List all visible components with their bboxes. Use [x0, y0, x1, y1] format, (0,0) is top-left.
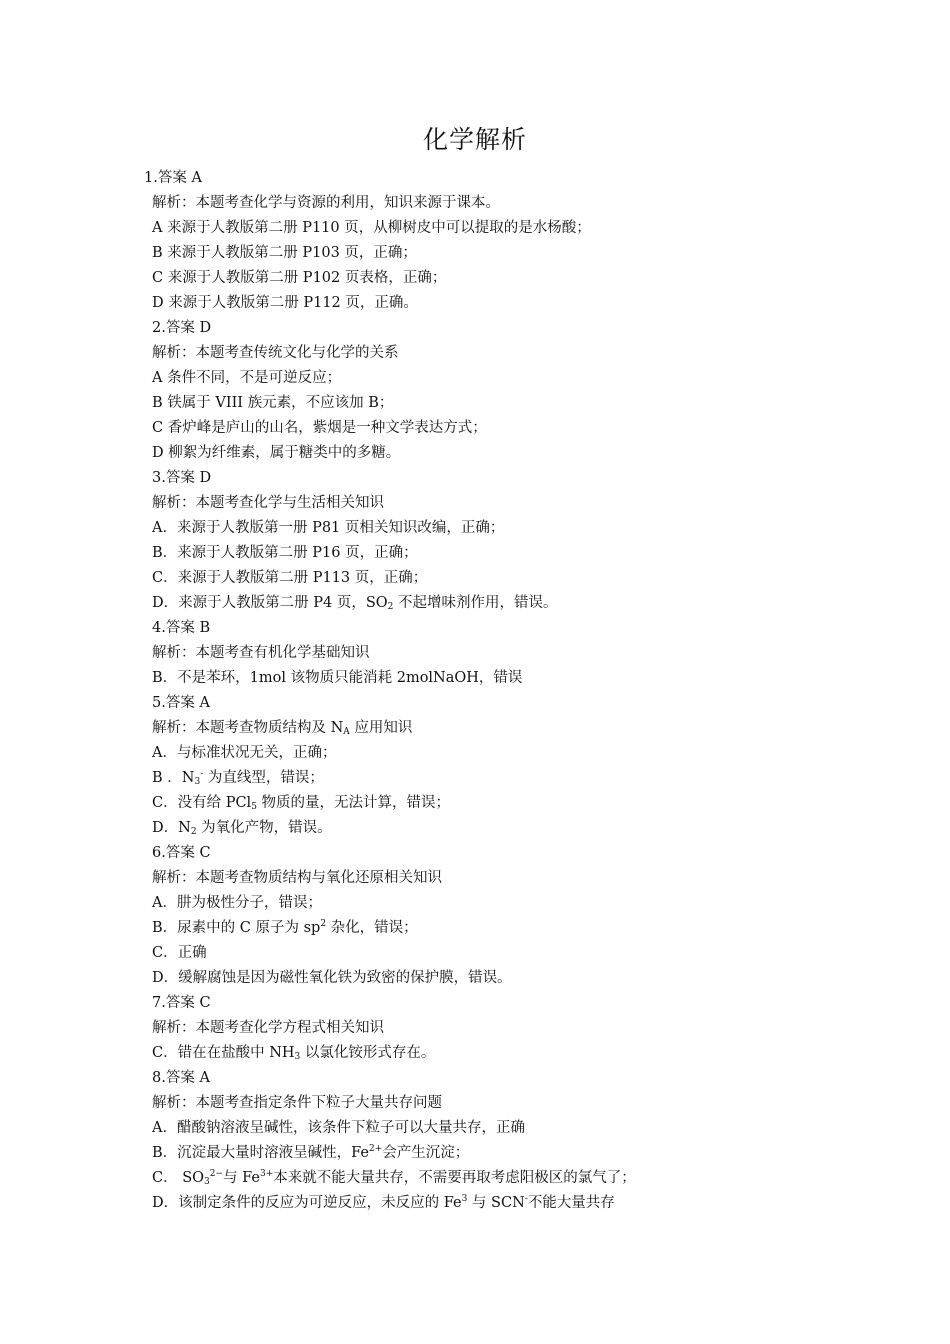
option-line: C．正确 [152, 945, 207, 961]
option-line: A．来源于人教版第一册 P81 页相关知识改编，正确； [152, 520, 505, 536]
text-run: 应用知识 [349, 720, 413, 736]
text-run: C． SO [152, 1170, 205, 1186]
text-run: 本来就不能大量共存，不需要再取考虑阳极区的氯气了； [273, 1170, 636, 1186]
explanation-line: 解析：本题考查化学方程式相关知识 [152, 1020, 384, 1036]
subscript: 2 [387, 602, 394, 612]
superscript: 2+ [369, 1144, 383, 1154]
subscript: A [343, 727, 350, 737]
superscript: - [200, 769, 204, 779]
subscript: 3 [294, 1052, 301, 1062]
explanation-line: 解析：本题考查化学与资源的利用，知识来源于课本。 [152, 195, 500, 211]
option-line: D 来源于人教版第二册 P112 页，正确。 [152, 295, 418, 311]
subscript: 3 [194, 777, 201, 787]
explanation-line [152, 716, 912, 741]
explanation-line: 解析：本题考查传统文化与化学的关系 [152, 345, 399, 361]
answer-heading: 7.答案 C [152, 995, 211, 1011]
text-run: 与 SCN [467, 1195, 525, 1211]
option-line [152, 916, 912, 941]
answer-heading: 6.答案 C [152, 845, 211, 861]
superscript: 2 [320, 919, 327, 929]
text-run: 不起增味剂作用，错误。 [393, 595, 558, 611]
subscript: 5 [251, 802, 257, 812]
explanation-line: 解析：本题考查有机化学基础知识 [152, 645, 370, 661]
text-run: 会产生沉淀； [382, 1145, 470, 1161]
explanation-line: 解析：本题考查化学与生活相关知识 [152, 495, 384, 511]
document-body [144, 166, 912, 1216]
text-run: 为直线型，错误； [203, 770, 324, 786]
option-line: D 柳絮为纤维素，属于糖类中的多糖。 [152, 445, 401, 461]
text-run: D．N [152, 820, 191, 836]
explanation-line: 解析：本题考查物质结构与氧化还原相关知识 [152, 870, 442, 886]
answer-heading: 3.答案 D [152, 470, 212, 486]
text-run: B ．N [152, 770, 195, 786]
text-run: 杂化，错误； [326, 920, 418, 936]
option-line [152, 1166, 912, 1191]
option-line: A 条件不同，不是可逆反应； [152, 370, 342, 386]
answer-heading: 2.答案 D [152, 320, 212, 336]
option-line [152, 766, 912, 791]
option-line: C 来源于人教版第二册 P102 页表格，正确； [152, 270, 447, 286]
text-run: D．该制定条件的反应为可逆反应，未反应的 Fe [152, 1195, 462, 1211]
option-line [152, 1141, 912, 1166]
option-line: B 铁属于 VIII 族元素，不应该加 B； [152, 395, 394, 411]
superscript: 2− [209, 1169, 224, 1179]
option-line: B．不是苯环，1mol 该物质只能消耗 2molNaOH，错误 [152, 670, 523, 686]
answer-heading: 1.答案 A [144, 170, 202, 186]
text-run: B．尿素中的 C 原子为 sp [152, 920, 321, 936]
option-line: A 来源于人教版第二册 P110 页，从柳树皮中可以提取的是水杨酸； [152, 220, 591, 236]
option-line: C 香炉峰是庐山的山名，紫烟是一种文学表达方式； [152, 420, 487, 436]
option-line [152, 1041, 912, 1066]
option-line [152, 791, 912, 816]
text-run: 与 Fe [223, 1170, 261, 1186]
superscript: 3+ [260, 1169, 274, 1179]
subscript: 3 [204, 1177, 210, 1187]
text-run: D．来源于人教版第二册 P4 页，SO [152, 595, 388, 611]
option-line: B．来源于人教版第二册 P16 页，正确； [152, 545, 418, 561]
option-line [152, 591, 912, 616]
superscript: 3 [461, 1194, 468, 1204]
option-line: A．肼为极性分子，错误； [152, 895, 322, 911]
option-line [152, 1191, 912, 1216]
text-run: C．没有给 PCl [152, 795, 252, 811]
subscript: 2 [190, 827, 197, 837]
page-title: 化学解析 [422, 125, 527, 154]
text-run: 解析：本题考查物质结构及 N [152, 720, 344, 736]
option-line: A．醋酸钠溶液呈碱性，该条件下粒子可以大量共存，正确 [152, 1120, 525, 1136]
option-line [152, 816, 912, 841]
answer-heading: 8.答案 A [152, 1070, 210, 1086]
answer-heading: 4.答案 B [152, 620, 211, 636]
text-run: B．沉淀最大量时溶液呈碱性，Fe [152, 1145, 370, 1161]
explanation-line: 解析：本题考查指定条件下粒子大量共存问题 [152, 1095, 442, 1111]
text-run: 物质的量，无法计算，错误； [256, 795, 451, 811]
option-line: C．来源于人教版第二册 P113 页，正确； [152, 570, 428, 586]
text-run: 为氧化产物，错误。 [196, 820, 332, 836]
option-line: B 来源于人教版第二册 P103 页，正确； [152, 245, 417, 261]
option-line: D．缓解腐蚀是因为磁性氧化铁为致密的保护膜，错误。 [152, 970, 512, 986]
answer-heading: 5.答案 A [152, 695, 210, 711]
text-run: 不能大量共存 [527, 1195, 615, 1211]
option-line: A．与标准状况无关，正确； [152, 745, 337, 761]
superscript: - [524, 1194, 528, 1204]
text-run: C．错在在盐酸中 NH [152, 1045, 295, 1061]
text-run: 以氯化铵形式存在。 [300, 1045, 436, 1061]
